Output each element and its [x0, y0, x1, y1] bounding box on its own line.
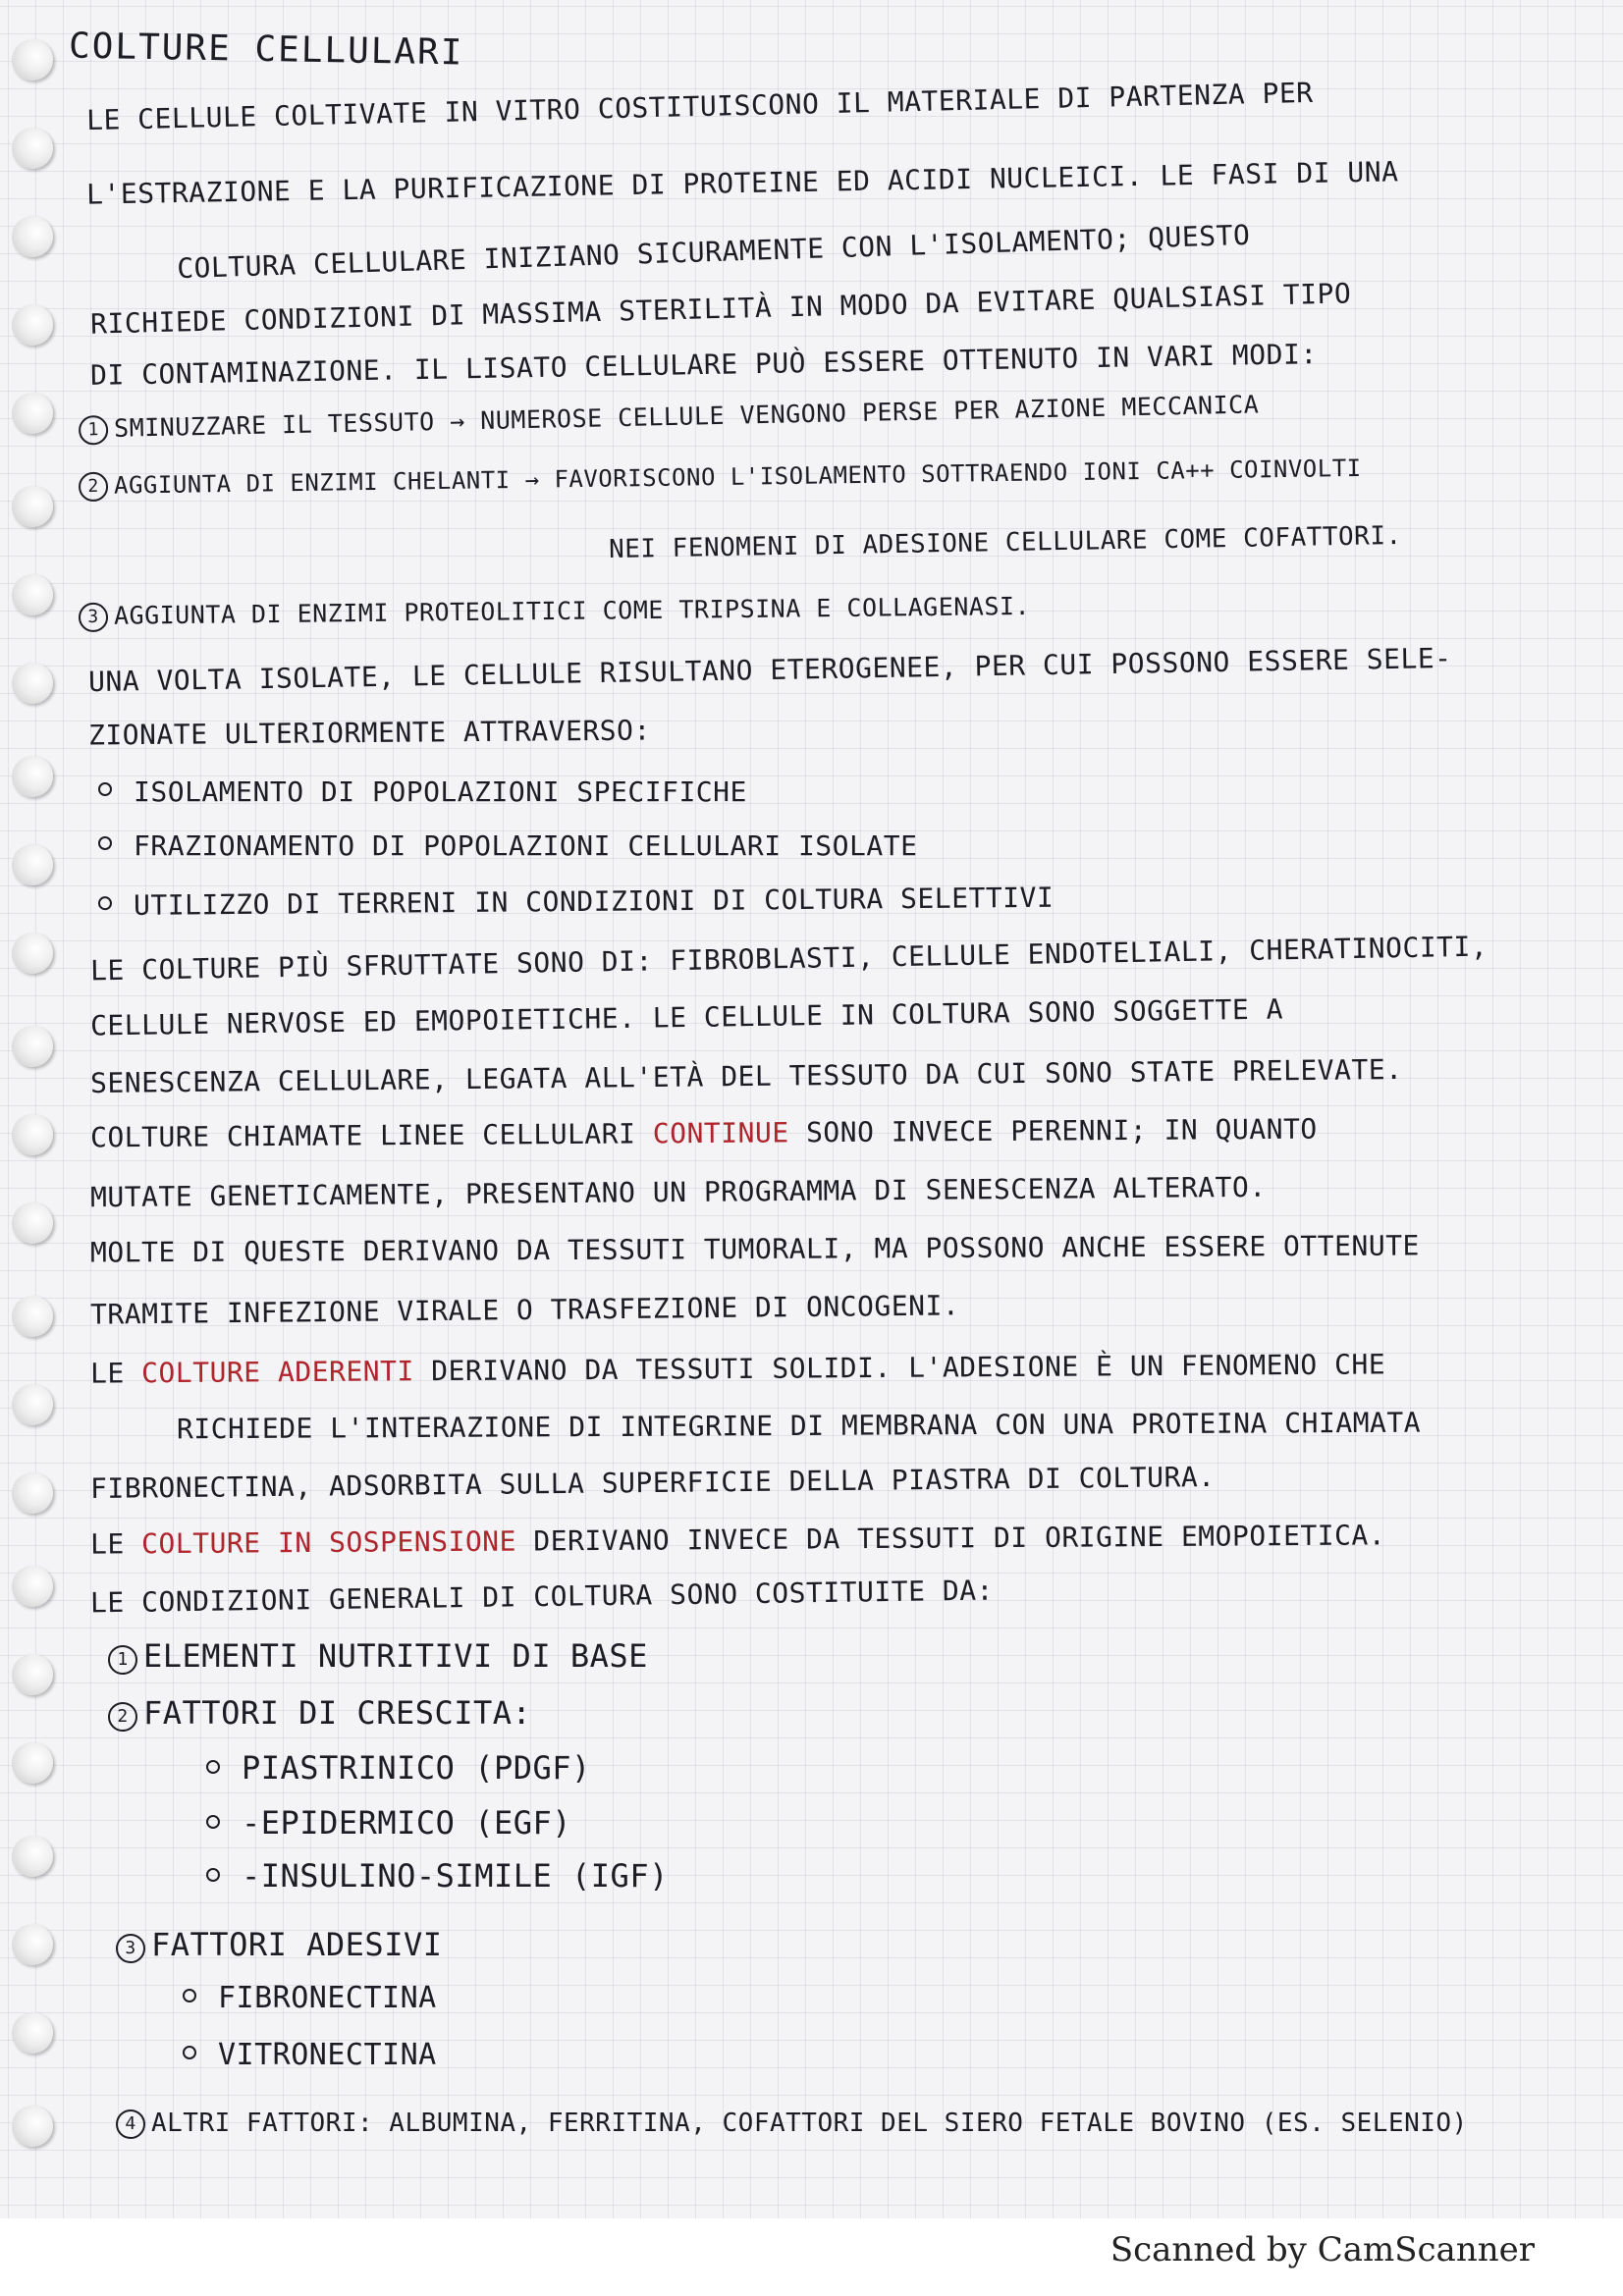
- bullet-item: ISOLAMENTO DI POPOLAZIONI SPECIFICHE: [98, 775, 747, 808]
- number-circle: 3: [116, 1934, 145, 1963]
- binder-holes: [0, 0, 79, 2218]
- text-line: MOLTE DI QUESTE DERIVANO DA TESSUTI TUMORALI, MA POSSONO ANCHE ESSERE OTTENUTE: [89, 1229, 1420, 1269]
- bullet-item: UTILIZZO DI TERRENI IN CONDIZIONI DI COLTURA SELETTIVI: [98, 881, 1055, 922]
- binder-hole: [12, 393, 53, 434]
- text-line: LE COLTURE ADERENTI DERIVANO DA TESSUTI SOLIDI. L'ADESIONE È UN FENOMENO CHE: [89, 1348, 1386, 1390]
- text-line: RICHIEDE L'INTERAZIONE DI INTEGRINE DI MEMBRANA CON UNA PROTEINA CHIAMATA: [176, 1406, 1422, 1446]
- number-circle: 3: [79, 603, 108, 632]
- title: COLTURE CELLULARI: [68, 26, 464, 74]
- numbered-item: 1 SMINUZZARE IL TESSUTO → NUMEROSE CELLULE VENGONO PERSE PER AZIONE MECCANICA: [79, 390, 1260, 445]
- binder-hole: [12, 304, 53, 346]
- bullet-dot: [98, 896, 112, 910]
- binder-hole: [12, 1472, 53, 1514]
- bullet-dot: [98, 782, 112, 796]
- numbered-item: 4 ALTRI FATTORI: ALBUMINA, FERRITINA, COFATTORI DEL SIERO FETALE BOVINO (ES. SELENIO): [116, 2109, 1468, 2139]
- number-circle: 1: [108, 1645, 137, 1675]
- text-line: LE CELLULE COLTIVATE IN VITRO COSTITUISCONO IL MATERIALE DI PARTENZA PER: [85, 76, 1314, 137]
- binder-hole: [12, 844, 53, 885]
- binder-hole: [12, 1026, 53, 1067]
- binder-hole: [12, 1742, 53, 1784]
- binder-hole: [12, 1836, 53, 1877]
- binder-hole: [12, 933, 53, 974]
- number-circle: 4: [116, 2109, 145, 2139]
- numbered-item: 3 FATTORI ADESIVI: [116, 1926, 442, 1963]
- text-line: RICHIEDE CONDIZIONI DI MASSIMA STERILITÀ IN MODO DA EVITARE QUALSIASI TIPO: [89, 277, 1352, 341]
- text-line: L'ESTRAZIONE E LA PURIFICAZIONE DI PROTEINE ED ACIDI NUCLEICI. LE FASI DI UNA: [85, 155, 1399, 211]
- text-line: COLTURA CELLULARE INIZIANO SICURAMENTE CON L'ISOLAMENTO; QUESTO: [176, 218, 1251, 286]
- binder-hole: [12, 1654, 53, 1695]
- bullet-dot: [206, 1868, 220, 1882]
- binder-hole: [12, 1384, 53, 1425]
- binder-hole: [12, 216, 53, 257]
- bullet-item: VITRONECTINA: [183, 2038, 437, 2072]
- text-line: UNA VOLTA ISOLATE, LE CELLULE RISULTANO ETEROGENEE, PER CUI POSSONO ESSERE SELE-: [87, 641, 1452, 699]
- bullet-item: FIBRONECTINA: [183, 1981, 437, 2015]
- text-line: DI CONTAMINAZIONE. IL LISATO CELLULARE PUÒ ESSERE OTTENUTO IN VARI MODI:: [89, 338, 1318, 392]
- binder-hole: [12, 486, 53, 527]
- highlight-term: CONTINUE: [652, 1116, 789, 1150]
- binder-hole: [12, 574, 53, 615]
- text-line: SENESCENZA CELLULARE, LEGATA ALL'ETÀ DEL TESSUTO DA CUI SONO STATE PRELEVATE.: [89, 1053, 1403, 1099]
- binder-hole: [12, 39, 53, 80]
- bullet-dot: [183, 1989, 196, 2002]
- number-circle: 2: [79, 472, 108, 502]
- text-line: ZIONATE ULTERIORMENTE ATTRAVERSO:: [87, 714, 651, 752]
- bullet-dot: [98, 836, 112, 850]
- binder-hole: [12, 1566, 53, 1607]
- binder-hole: [12, 2012, 53, 2054]
- binder-hole: [12, 1296, 53, 1337]
- number-circle: 1: [79, 415, 109, 446]
- text-line: TRAMITE INFEZIONE VIRALE O TRASFEZIONE DI ONCOGENI.: [89, 1289, 960, 1331]
- bullet-item: -INSULINO-SIMILE (IGF): [206, 1857, 669, 1895]
- text-line: CELLULE NERVOSE ED EMOPOIETICHE. LE CELLULE IN COLTURA SONO SOGGETTE A: [89, 992, 1284, 1042]
- highlight-term: COLTURE IN SOSPENSIONE: [140, 1524, 517, 1561]
- numbered-item: 1 ELEMENTI NUTRITIVI DI BASE: [108, 1637, 648, 1675]
- binder-hole: [12, 1114, 53, 1155]
- highlight-term: COLTURE ADERENTI: [140, 1355, 414, 1390]
- binder-hole: [12, 1924, 53, 1965]
- binder-hole: [12, 756, 53, 797]
- bullet-item: FRAZIONAMENTO DI POPOLAZIONI CELLULARI ISOLATE: [98, 829, 917, 862]
- text-line: FIBRONECTINA, ADSORBITA SULLA SUPERFICIE DELLA PIASTRA DI COLTURA.: [89, 1461, 1216, 1505]
- bullet-dot: [206, 1760, 220, 1774]
- bullet-dot: [183, 2046, 196, 2059]
- binder-hole: [12, 2106, 53, 2147]
- bullet-item: -EPIDERMICO (EGF): [206, 1804, 571, 1842]
- text-line: LE CONDIZIONI GENERALI DI COLTURA SONO COSTITUITE DA:: [89, 1574, 995, 1620]
- bullet-item: PIASTRINICO (PDGF): [206, 1749, 591, 1787]
- number-circle: 2: [108, 1702, 137, 1732]
- numbered-item: 3 AGGIUNTA DI ENZIMI PROTEOLITICI COME TRIPSINA E COLLAGENASI.: [79, 592, 1030, 632]
- bullet-dot: [206, 1815, 220, 1829]
- text-line: LE COLTURE PIÙ SFRUTTATE SONO DI: FIBROBLASTI, CELLULE ENDOTELIALI, CHERATINOCITI,: [89, 930, 1488, 988]
- numbered-item: 2 AGGIUNTA DI ENZIMI CHELANTI → FAVORISCONO L'ISOLAMENTO SOTTRAENDO IONI CA++ COINVOLTI: [79, 454, 1362, 502]
- binder-hole: [12, 128, 53, 169]
- text-line: COLTURE CHIAMATE LINEE CELLULARI CONTINUE SONO INVECE PERENNI; IN QUANTO: [89, 1112, 1318, 1154]
- text-line: LE COLTURE IN SOSPENSIONE DERIVANO INVECE DA TESSUTI DI ORIGINE EMOPOIETICA.: [89, 1519, 1386, 1561]
- scanner-footer: Scanned by CamScanner: [1109, 2230, 1535, 2269]
- numbered-item: 2 FATTORI DI CRESCITA:: [108, 1694, 531, 1732]
- binder-hole: [12, 1202, 53, 1244]
- text-line: NEI FENOMENI DI ADESIONE CELLULARE COME COFATTORI.: [608, 520, 1402, 565]
- text-line: MUTATE GENETICAMENTE, PRESENTANO UN PROGRAMMA DI SENESCENZA ALTERATO.: [89, 1170, 1267, 1214]
- binder-hole: [12, 663, 53, 704]
